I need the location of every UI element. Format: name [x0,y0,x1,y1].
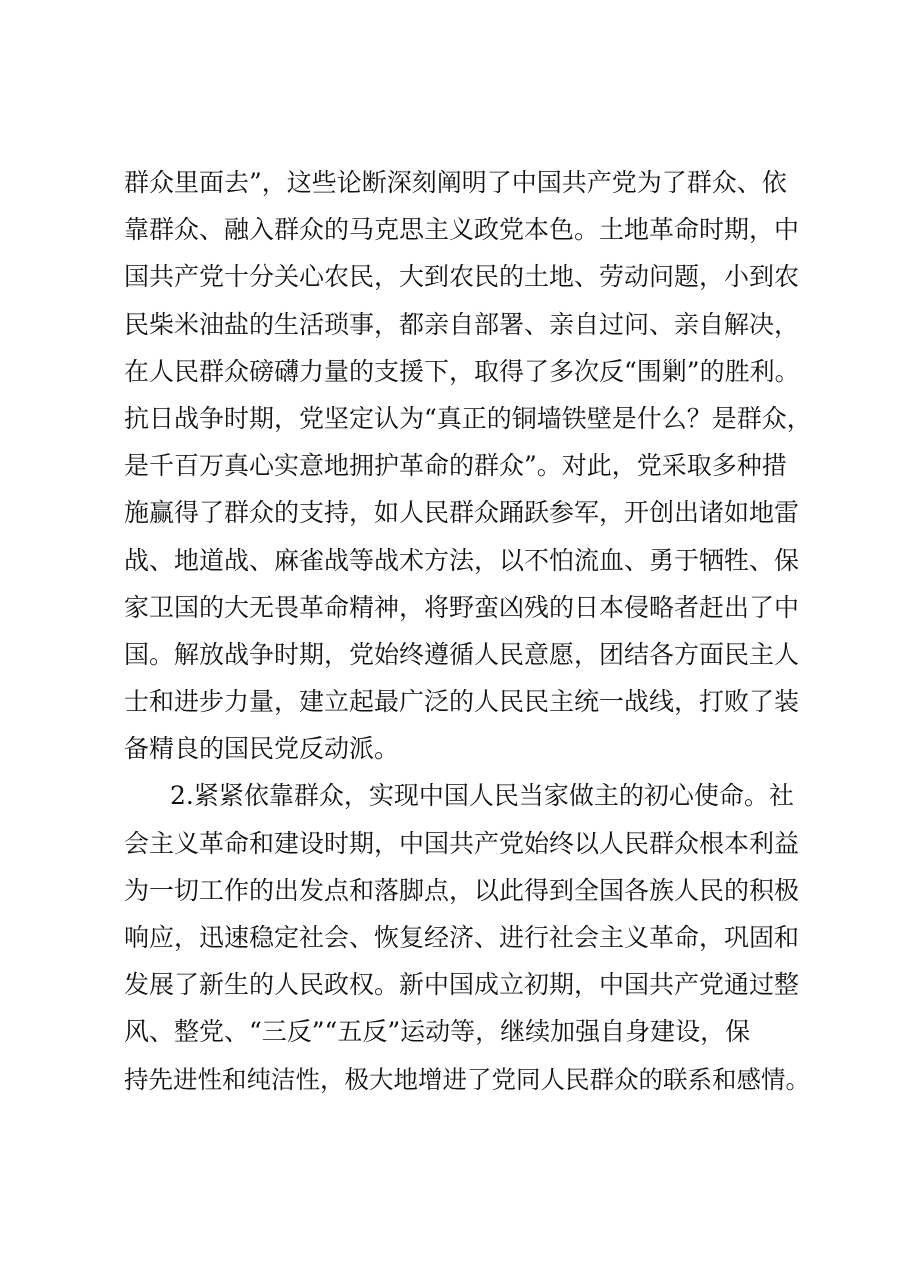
text-line: 士和进步力量，建立起最广泛的人民民主统一战线，打败了装 [124,687,800,717]
text-line: 家卫国的大无畏革命精神，将野蛮凶残的日本侵略者赶出了中 [124,592,800,622]
text-line: 施赢得了群众的支持，如人民群众踊跃参军，开创出诸如地雷 [124,498,800,528]
text-line: 民柴米油盐的生活琐事，都亲自部署、亲自过问、亲自解决， [124,309,800,339]
text-line: 在人民群众磅礴力量的支援下，取得了多次反“围剿”的胜利。 [124,356,800,386]
text-line: 靠群众、融入群众的马克思主义政党本色。土地革命时期，中 [124,215,800,245]
text-line: 持先进性和纯洁性，极大地增进了党同人民群众的联系和感情。 [124,1064,810,1094]
paragraph-start-line: 2.紧紧依靠群众，实现中国人民当家做主的初心使命。社 [170,781,794,811]
text-line: 响应，迅速稳定社会、恢复经济、进行社会主义革命，巩固和 [124,923,800,952]
text-line: 国。解放战争时期，党始终遵循人民意愿，团结各方面民主人 [124,639,800,669]
body-text [124,159,814,1103]
text-line: 发展了新生的人民政权。新中国成立初期，中国共产党通过整 [124,970,800,1000]
text-line: 风、整党、“三反”“五反”运动等，继续加强自身建设，保 [124,1017,751,1047]
text-line: 国共产党十分关心农民，大到农民的土地、劳动问题，小到农 [124,262,800,292]
text-line: 抗日战争时期，党坚定认为“真正的铜墙铁壁是什么？是群众， [124,403,812,433]
text-line: 备精良的国民党反动派。 [124,734,400,764]
text-line: 是千百万真心实意地拥护革命的群众”。对此，党采取多种措 [124,451,787,481]
text-line: 为一切工作的出发点和落脚点，以此得到全国各族人民的积极 [124,875,800,905]
text-line: 群众里面去”，这些论断深刻阐明了中国共产党为了群众、依 [124,168,787,197]
text-line: 战、地道战、麻雀战等战术方法，以不怕流血、勇于牺牲、保 [124,545,800,575]
text-line: 会主义革命和建设时期，中国共产党始终以人民群众根本利益 [124,828,800,858]
